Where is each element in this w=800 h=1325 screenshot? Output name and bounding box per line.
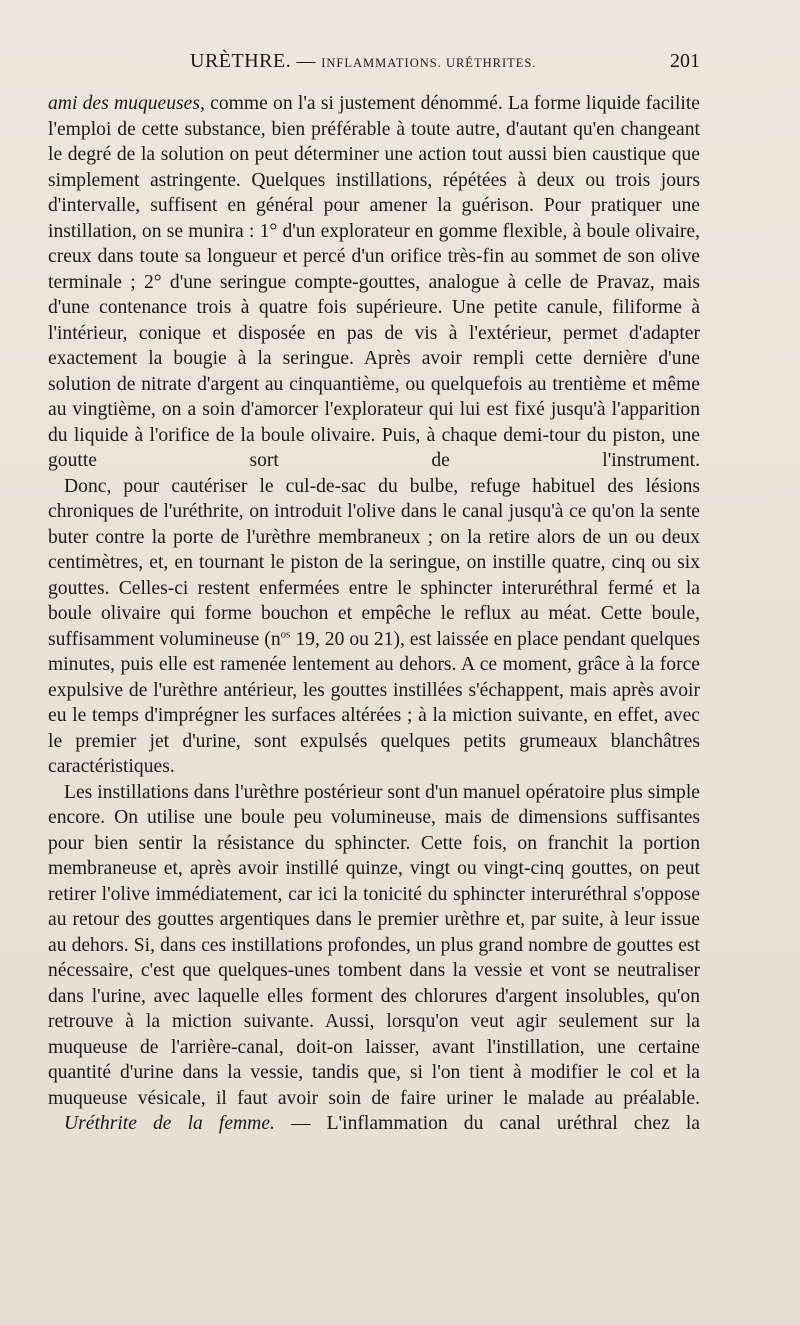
running-header [48, 50, 700, 82]
paragraph-2-text-a: Donc, pour cautériser le cul-de-sac du bulbe, refuge habituel des lésions chroniques de l'uréthrite, on introduit l'olive dans le canal jusqu'à ce qu'on la sente buter contre la porte de l'urèthre membraneux ; on la retire alors de un ou deux centimètres, et, en tournant le piston de la seringue, on instille quatre, cinq ou six gouttes. Celles-ci restent enfermées entre le sphincter interuréthral fermé et la boule olivaire qui forme bouchon et empêche le reflux au méat. Cette boule, suffisamment volumineuse (n [48, 475, 700, 650]
paragraph-2 [48, 474, 700, 780]
paragraph-4-text: — L'inflammation du canal uréthral chez la [274, 1113, 700, 1134]
page-number: 201 [670, 50, 700, 72]
running-title [190, 50, 536, 73]
paragraph-3-text: Les instillations dans l'urèthre postérieur sont d'un manuel opératoire plus simple encore. On utilise une boule peu volumineuse, mais de dimensions suffisantes pour bien sentir la résistance du sphincter. Cette fois, on franchit la portion membraneuse et, après avoir instillé quinze, vingt ou vingt-cinq gouttes, on peut retirer l'olive immédiatement, car ici la tonicité du sphincter interuréthral s'oppose au retour des gouttes argentiques dans le premier urèthre et, par suite, à leur issue au dehors. Si, dans ces instillations profondes, un plus grand nombre de gouttes est nécessaire, c'est que quelques-unes tombent dans la vessie et vont se neutraliser dans l'urine, avec laquelle elles forment des chlorures d'argent insolubles, qu'on retrouve à la miction suivante. Aussi, lorsqu'on veut agir seulement sur la muqueuse de l'arrière-canal, doit-on laisser, avant l'instillation, une certaine quantité d'urine dans la vessie, tandis que, si l'on tient à modifier le col et la muqueuse vésicale, il faut avoir soin de faire uriner le malade au préalable. [48, 781, 700, 1109]
paragraph-2-superscript: os [280, 627, 291, 640]
paragraph-3 [48, 780, 700, 1112]
paragraph-4 [48, 1111, 700, 1137]
paragraph-4-italic-heading: Uréthrite de la femme. [64, 1113, 275, 1134]
paragraph-1 [48, 91, 700, 474]
body-text [48, 91, 700, 1137]
header-title-sub: INFLAMMATIONS. URÉTHRITES. [321, 56, 537, 70]
header-title-dash: — [296, 51, 316, 72]
paragraph-1-italic-start: ami des muqueuses, [48, 93, 205, 114]
paragraph-2-text-b: 19, 20 ou 21), est laissée en place pendant quelques minutes, puis elle est ramenée lentement au dehors. A ce moment, grâce à la force expulsive de l'urèthre antérieur, les gouttes instillées s'échappent, mais après avoir eu le temps d'imprégner les surfaces altérées ; à la miction suivante, en effet, avec le premier jet d'urine, sont expulsés quelques petits grumeaux blanchâtres caractéristiques. [48, 628, 700, 777]
header-title-main: URÈTHRE. [190, 50, 292, 72]
paragraph-1-text: comme on l'a si justement dénommé. La forme liquide facilite l'emploi de cette substance, bien préférable à toute autre, d'autant qu'en changeant le degré de la solution on peut déterminer une action tout aussi bien caustique que simplement astringente. Quelques instillations, répétées à deux ou trois jours d'intervalle, suffisent en général pour amener la guérison. Pour pratiquer une instillation, on se munira : 1° d'un explorateur en gomme flexible, à boule olivaire, creux dans toute sa longueur et percé d'un orifice très-fin au sommet de son olive terminale ; 2° d'une seringue compte-gouttes, analogue à celle de Pravaz, mais d'une contenance trois à quatre fois supérieure. Une petite canule, filiforme à l'intérieur, conique et disposée en pas de vis à l'extérieur, permet d'adapter exactement la bougie à la seringue. Après avoir rempli cette dernière d'une solution de nitrate d'argent au cinquantième, ou quelquefois au trentième et même au vingtième, on a soin d'amorcer l'explorateur qui lui est fixé jusqu'à l'apparition du liquide à l'orifice de la boule olivaire. Puis, à chaque demi-tour du piston, une goutte sort de l'instrument. [48, 93, 700, 471]
